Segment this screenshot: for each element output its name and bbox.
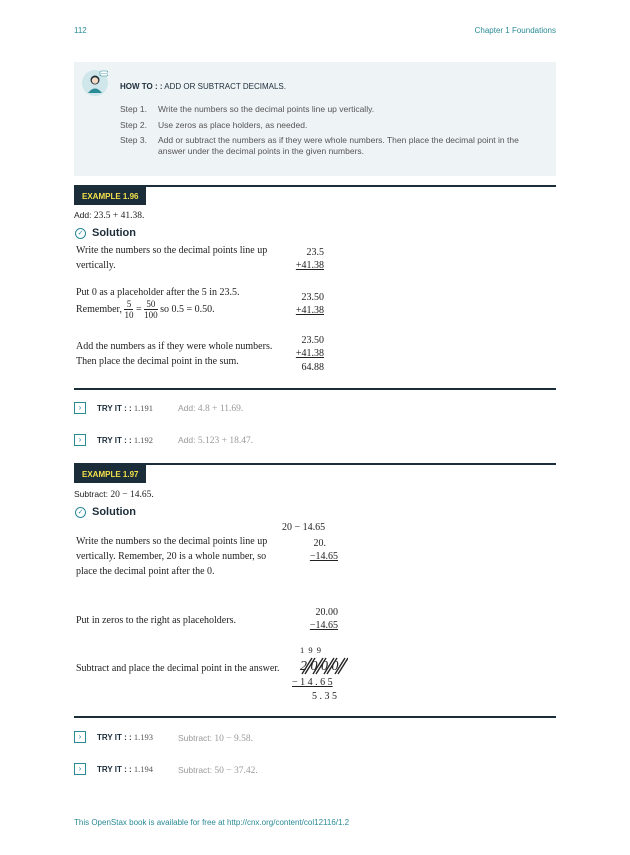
- try-it-problem: Add: 4.8 + 11.69.: [178, 403, 244, 414]
- operand: +41.38: [295, 348, 324, 359]
- try-it-problem: Add: 5.123 + 18.47.: [178, 435, 254, 446]
- svg-text:2 0 0 0: 2 0 0 0: [300, 659, 339, 674]
- howto-box: [74, 62, 556, 176]
- chevron-right-icon[interactable]: ›: [74, 763, 86, 775]
- step-description: Subtract and place the decimal point in the answer.: [76, 663, 280, 674]
- page-number: 112: [74, 26, 87, 35]
- operand: 23.50: [301, 292, 324, 303]
- step-label: Step 2.: [120, 120, 147, 130]
- step-description: Write the numbers so the decimal points line up vertically. Remember, 20 is a whole number, so place the decimal point after the 0.: [76, 536, 268, 577]
- step-description: Write the numbers so the decimal points line up vertically.: [76, 245, 268, 271]
- example-problem: Add: 23.5 + 41.38.: [74, 210, 145, 221]
- step-description: Put 0 as a placeholder after the 5 in 23.5.: [76, 287, 240, 298]
- step-description: Add the numbers as if they were whole numbers. Then place the decimal point in the sum.: [76, 341, 273, 367]
- try-it-label: TRY IT : : 1.192: [97, 435, 154, 445]
- step-text: Add or subtract the numbers as if they were whole numbers. Then place the decimal point in the answer under the decimal points in the given numbers.: [158, 135, 519, 156]
- example-problem: Subtract: 20 − 14.65.: [74, 489, 154, 500]
- operand: −14.65: [309, 620, 338, 631]
- check-icon: ✓: [75, 228, 86, 239]
- operand: 23.5: [306, 247, 324, 258]
- divider: [74, 388, 556, 390]
- operand: 23.50: [301, 335, 324, 346]
- try-it-problem: Subtract: 50 − 37.42.: [178, 765, 258, 776]
- fraction: $\frac{5}{10}$: [124, 299, 134, 320]
- result: 5 . 3 5: [312, 691, 337, 702]
- example-tab: EXAMPLE 1.97: [74, 465, 146, 483]
- try-it-label: TRY IT : : 1.193: [97, 732, 154, 742]
- expression: 20 − 14.65: [282, 522, 326, 533]
- step-text: Write the numbers so the decimal points line up vertically.: [158, 104, 375, 114]
- chapter-title: Chapter 1 Foundations: [474, 26, 556, 35]
- crossed-digits-icon: [298, 652, 348, 676]
- step-label: Step 1.: [120, 104, 147, 114]
- step-remember: Remember, $\frac{5}{10}$ = $\frac{50}{100}$ so 0.5 = 0.50.: [76, 299, 215, 320]
- step-label: Step 3.: [120, 135, 147, 145]
- try-it-label: TRY IT : : 1.191: [97, 403, 154, 413]
- borrow-digits: 1 9 9: [300, 645, 322, 655]
- result: 64.88: [301, 362, 324, 373]
- operand: 20.: [313, 538, 326, 549]
- chevron-right-icon[interactable]: ›: [74, 402, 86, 414]
- operand: +41.38: [295, 260, 324, 271]
- step-description: Put in zeros to the right as placeholders.: [76, 615, 236, 626]
- solution-heading: Solution: [92, 227, 136, 239]
- chevron-right-icon[interactable]: ›: [74, 434, 86, 446]
- operand: 20.00: [315, 607, 338, 618]
- solution-heading: Solution: [92, 506, 136, 518]
- operand: −14.65: [309, 551, 338, 562]
- avatar-icon: [82, 70, 108, 96]
- try-it-problem: Subtract: 10 − 9.58.: [178, 733, 254, 744]
- check-icon: ✓: [75, 507, 86, 518]
- try-it-label: TRY IT : : 1.194: [97, 764, 154, 774]
- fraction: $\frac{50}{100}$: [144, 299, 158, 320]
- example-tab: EXAMPLE 1.96: [74, 187, 146, 205]
- chevron-right-icon[interactable]: ›: [74, 731, 86, 743]
- divider: [74, 716, 556, 718]
- howto-title: HOW TO : : ADD OR SUBTRACT DECIMALS.: [120, 82, 286, 91]
- operand: +41.38: [295, 305, 324, 316]
- operand: − 1 4 . 6 5: [292, 677, 333, 688]
- footer-text[interactable]: This OpenStax book is available for free at http://cnx.org/content/col12116/1.2: [74, 818, 350, 827]
- step-text: Use zeros as place holders, as needed.: [158, 120, 308, 130]
